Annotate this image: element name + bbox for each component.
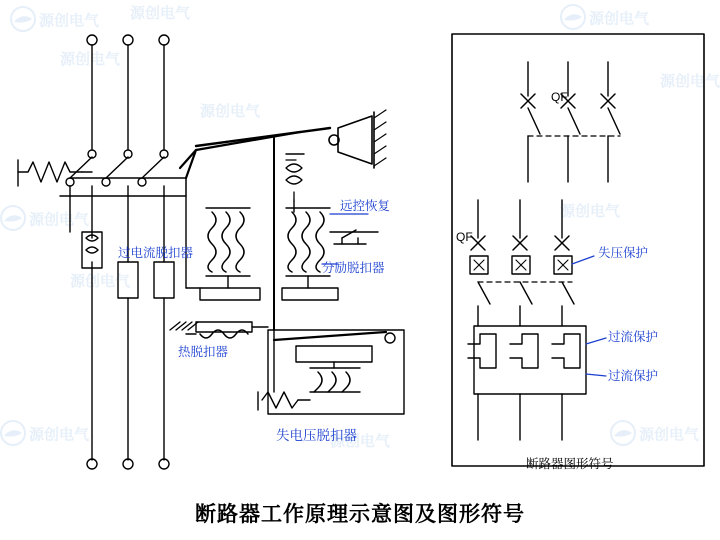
watermark-text: 源创电气 [330, 433, 391, 450]
terminal-top-l2 [123, 35, 133, 45]
watermark-text: 源创电气 [200, 103, 261, 120]
label-undervoltage-protection: 失压保护 [598, 245, 649, 260]
watermark-text: 源创电气 [589, 10, 650, 28]
label-undervoltage-release: 失电压脱扣器 [276, 428, 357, 444]
label-qf-top: QF [551, 90, 568, 104]
label-shunt-release: 分励脱扣器 [322, 260, 385, 275]
watermark-text: 源创电气 [60, 51, 121, 68]
label-qf-bottom: QF [456, 230, 473, 244]
label-symbol-caption: 断路器图形符号 [526, 456, 614, 471]
watermark-text: 源创电气 [29, 211, 90, 229]
label-overcurrent-release: 过电流脱扣器 [118, 245, 194, 260]
watermark-text: 源创电气 [560, 203, 621, 220]
watermark-text: 源创电气 [639, 426, 700, 444]
terminal-top-l1 [87, 35, 97, 45]
terminal-top-l3 [159, 35, 169, 45]
label-remote-reset: 远控恢复 [340, 198, 391, 213]
watermark-text: 源创电气 [70, 273, 131, 290]
label-overcurrent-protection-1: 过流保护 [608, 329, 659, 344]
watermark-text: 源创电气 [39, 12, 100, 30]
label-overcurrent-protection-2: 过流保护 [608, 368, 659, 383]
label-thermal-release: 热脱扣器 [178, 344, 229, 359]
watermark-text: 源创电气 [130, 5, 191, 22]
figure-caption: 断路器工作原理示意图及图形符号 [195, 502, 525, 526]
watermark-text: 源创电气 [29, 426, 90, 444]
watermark-text: 源创电气 [660, 73, 720, 90]
